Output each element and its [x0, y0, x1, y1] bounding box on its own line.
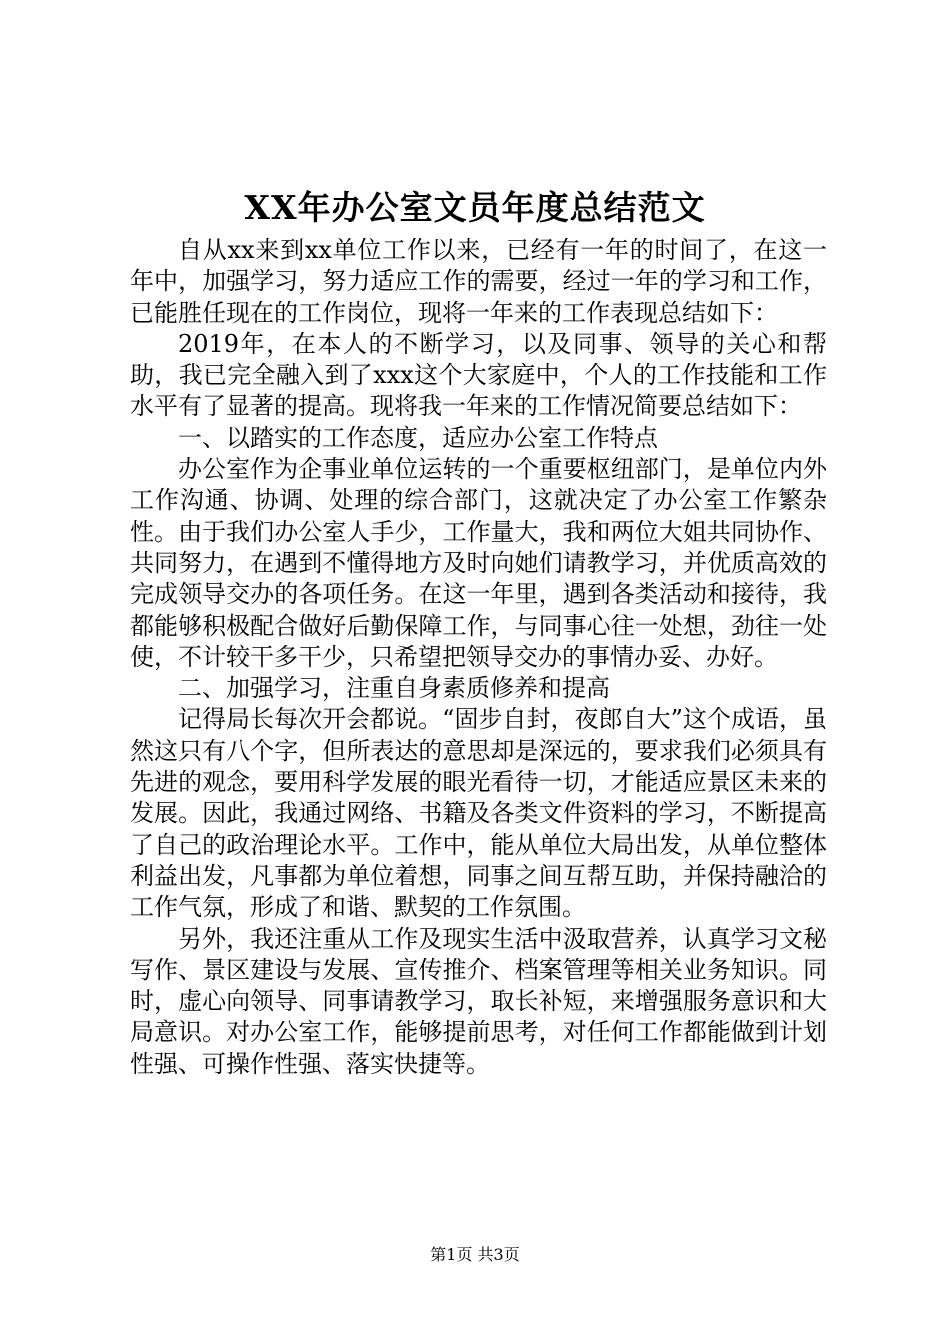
- paragraph-section-2: 记得局长每次开会都说。“固步自封，夜郎自大”这个成语，虽然这只有八个字，但所表达的意思却是深远的，要求我们必须具有先进的观念，要用科学发展的眼光看待一切，才能适应景区未来的发展。因此，我通过网络、书籍及各类文件资料的学习，不断提高了自己的政治理论水平。工作中，能从单位大局出发，从单位整体利益出发，凡事都为单位着想，同事之间互帮互助，并保持融洽的工作气氛，形成了和谐、默契的工作氛围。: [130, 705, 827, 922]
- paragraph-additional: 另外，我还注重从工作及现实生活中汲取营养，认真学习文秘写作、景区建设与发展、宣传推介、档案管理等相关业务知识。同时，虚心向领导、同事请教学习，取长补短，来增强服务意识和大局意识。对办公室工作，能够提前思考，对任何工作都能做到计划性强、可操作性强、落实快捷等。: [130, 924, 827, 1078]
- paragraph-section-1: 办公室作为企事业单位运转的一个重要枢纽部门，是单位内外工作沟通、协调、处理的综合部门，这就决定了办公室工作繁杂性。由于我们办公室人手少，工作量大，我和两位大姐共同协作、共同努力，在遇到不懂得地方及时向她们请教学习，并优质高效的完成领导交办的各项任务。在这一年里，遇到各类活动和接待，我都能够积极配合做好后勤保障工作，与同事心往一处想，劲往一处使，不计较干多干少，只希望把领导交办的事情办妥、办好。: [130, 455, 827, 671]
- section-heading-1: 一、以踏实的工作态度，适应办公室工作特点: [178, 423, 658, 452]
- section-heading-2: 二、加强学习，注重自身素质修养和提高: [178, 674, 610, 703]
- paragraph-intro: 自从xx来到xx单位工作以来，已经有一年的时间了，在这一年中，加强学习，努力适应工作的需要，经过一年的学习和工作，已能胜任现在的工作岗位，现将一年来的工作表现总结如下：: [130, 236, 827, 327]
- page-footer: 第1页 共3页: [430, 1245, 520, 1264]
- document-title: XX年办公室文员年度总结范文: [244, 188, 706, 227]
- document-body: [130, 235, 827, 1080]
- paragraph-2019: 2019年，在本人的不断学习，以及同事、领导的关心和帮助，我已完全融入到了xxx这个大家庭中，个人的工作技能和工作水平有了显著的提高。现将我一年来的工作情况简要总结如下：: [130, 329, 827, 421]
